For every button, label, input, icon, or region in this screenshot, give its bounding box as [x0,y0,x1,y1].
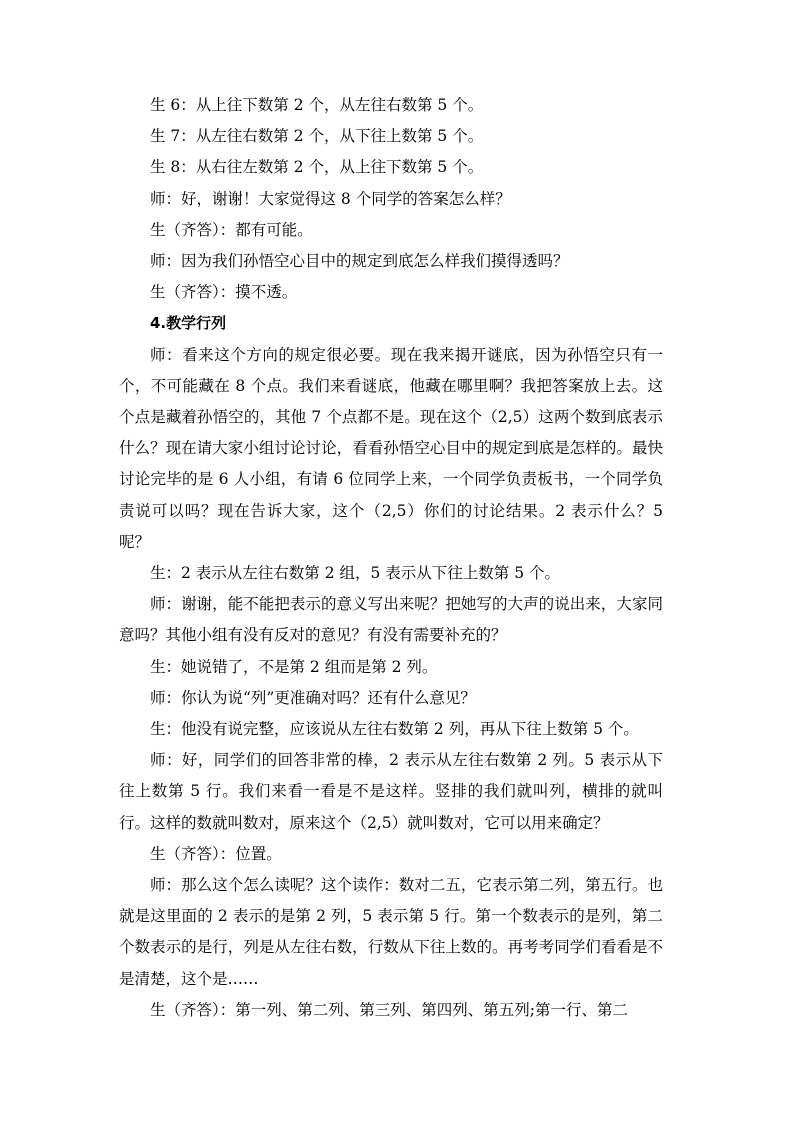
paragraph: 生（齐答）：都有可能。 [150,220,313,239]
paragraph: 师：因为我们孙悟空心目中的规定到底怎么样我们摸得透吗？ [150,252,569,271]
section-heading: 4.教学行列 [150,314,227,333]
paragraph: 生 6：从上往下数第 2 个，从左往右数第 5 个。 [150,96,484,114]
paragraph: 师：看来这个方向的规定很必要。现在我来揭开谜底，因为孙悟空只有一个，不可能藏在 8 个点。我们来看谜底，他藏在哪里啊？我把答案放上去。这个点是藏着孙悟空的，其他 7 个点都不是。现在这个（2,5）这两个数到底表示什么？现在请大家小组讨论讨论，看看孙悟空心目中的规定到底是怎样的。最快讨论完毕的是 6 人小组，有请 6 位同学上来，一个同学负责板书，一个同学负责说可以吗？现在告诉大家，这个（2,5）你们的讨论结果。2 表示什么？5 呢？ [119,345,663,551]
paragraph: 生（齐答）：摸不透。 [150,283,298,302]
paragraph: 生：她说错了，不是第 2 组而是第 2 列。 [150,657,438,676]
paragraph: 师：好，谢谢！大家觉得这 8 个同学的答案怎么样？ [150,189,511,208]
document-body [119,90,663,1026]
paragraph: 师：好，同学们的回答非常的棒，2 表示从左往右数第 2 列。5 表示从下往上数第 5 行。我们来看一看是不是这样。竖排的我们就叫列，横排的就叫行。这样的数就叫数对，原来这个（2,5）就叫数对，它可以用来确定？ [119,751,663,832]
paragraph: 生 8：从右往左数第 2 个，从上往下数第 5 个。 [150,158,484,177]
paragraph: 师：谢谢，能不能把表示的意义写出来呢？把她写的大声的说出来，大家同意吗？其他小组有没有反对的意见？有没有需要补充的？ [119,595,663,645]
paragraph: 生（齐答）：位置。 [150,844,282,863]
paragraph: 师：那么这个怎么读呢？这个读作：数对二五，它表示第二列，第五行。也就是这里面的 2 表示的是第 2 列，5 表示第 5 行。第一个数表示的是列，第二个数表示的是行，列是从左往右数，行数从下往上数的。再考考同学们看看是不是清楚，这个是…… [119,876,663,988]
paragraph: 生：2 表示从左往右数第 2 组，5 表示从下往上数第 5 个。 [150,564,561,583]
paragraph: 师：你认为说“列”更准确对吗？还有什么意见？ [150,688,476,707]
paragraph: 生 7：从左往右数第 2 个，从下往上数第 5 个。 [150,127,484,146]
paragraph: 生：他没有说完整，应该说从左往右数第 2 列，再从下往上数第 5 个。 [150,720,639,739]
paragraph: 生（齐答）：第一列、第二列、第三列、第四列、第五列;第一行、第二 [150,1000,628,1019]
